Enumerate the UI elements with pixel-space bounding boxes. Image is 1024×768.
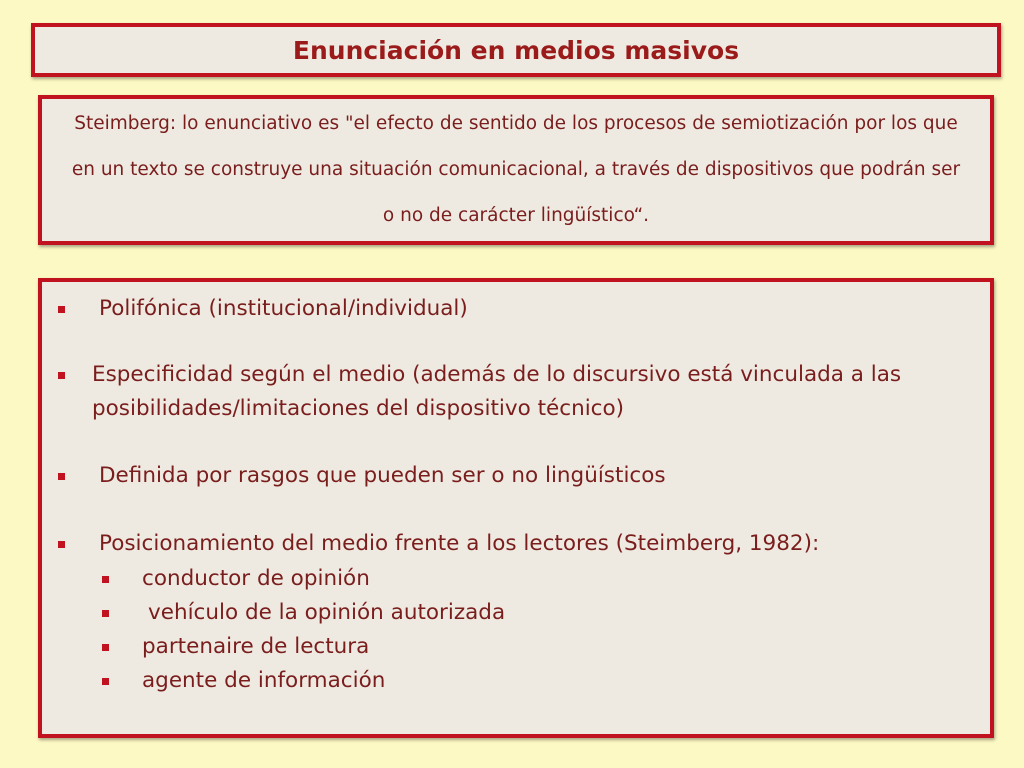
sub-list-item xyxy=(98,630,369,664)
sub-list-item-text: agente de información xyxy=(142,668,386,693)
slide-title: Enunciación en medios masivos xyxy=(292,35,740,65)
list-item-text: Definida por rasgos que pueden ser o no lingüísticos xyxy=(99,463,666,488)
list-item xyxy=(52,292,970,326)
sub-list-item-text: conductor de opinión xyxy=(142,566,370,591)
square-bullet-icon xyxy=(58,541,65,548)
list-item xyxy=(52,358,970,426)
list-item-text: Posicionamiento del medio frente a los lectores (Steimberg, 1982): xyxy=(99,531,820,556)
quote-text: Steimberg: lo enunciativo es "el efecto de sentido de los procesos de semiotización por los que en un texto se construye una situación comunicacional, a través de dispositivos que podrán ser o no de carácter lingüístico“. xyxy=(71,113,961,226)
square-bullet-icon xyxy=(102,576,109,583)
title-box xyxy=(31,23,1001,77)
sub-list-item xyxy=(98,664,385,698)
list-item-text: Polifónica (institucional/individual) xyxy=(99,296,468,321)
square-bullet-icon xyxy=(102,610,109,617)
square-bullet-icon xyxy=(102,678,109,685)
quote-box xyxy=(38,95,994,245)
list-item xyxy=(52,459,970,493)
bullet-list-box xyxy=(38,278,994,738)
sub-list-item xyxy=(98,596,505,630)
square-bullet-icon xyxy=(58,306,65,313)
square-bullet-icon xyxy=(58,473,65,480)
sub-list-item-text: vehículo de la opinión autorizada xyxy=(148,600,506,625)
sub-list-item xyxy=(98,562,370,596)
square-bullet-icon xyxy=(102,644,109,651)
list-item xyxy=(52,527,970,561)
square-bullet-icon xyxy=(58,372,65,379)
sub-list-item-text: partenaire de lectura xyxy=(142,634,370,659)
list-item-text: Especificidad según el medio (además de lo discursivo está vinculada a las posibilidades/limitaciones del dispositivo técnico) xyxy=(92,362,902,421)
